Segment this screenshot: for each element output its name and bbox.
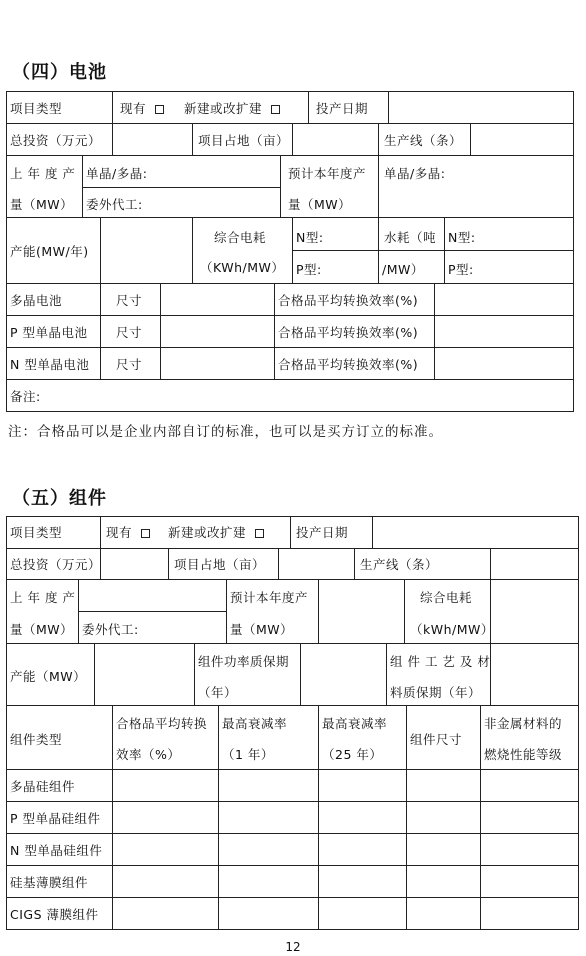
- production-date-label: 投产日期: [316, 101, 369, 116]
- page-number: 12: [285, 940, 301, 954]
- total-investment-label: 总投资（万元）: [10, 557, 102, 572]
- existing-checkbox[interactable]: [155, 105, 164, 114]
- total-investment-field[interactable]: [114, 125, 190, 153]
- water-consumption-label: 水耗（吨: [384, 230, 437, 245]
- section5-title: （五）组件: [12, 488, 107, 509]
- new-or-expand-checkbox[interactable]: [271, 105, 280, 114]
- size-label: 尺寸: [116, 357, 143, 372]
- water-n-type-label: N型:: [448, 230, 476, 245]
- capacity-field[interactable]: [96, 645, 192, 703]
- capacity-label: 产能（MW）: [10, 669, 87, 684]
- production-lines-label: 生产线（条）: [360, 557, 439, 572]
- mono-multi-label: 单晶/多晶:: [86, 166, 148, 181]
- col-efficiency: 合格品平均转换: [116, 716, 208, 731]
- power-consumption-label: 综合电耗: [214, 230, 267, 245]
- new-or-expand-label: 新建或改扩建: [184, 101, 263, 116]
- outsourced-label: 委外代工:: [82, 622, 139, 637]
- water-p-type-label: P型:: [448, 262, 474, 277]
- power-consumption-label: 综合电耗: [420, 590, 473, 605]
- land-area-field[interactable]: [280, 550, 352, 577]
- n-type-label: N型:: [296, 230, 324, 245]
- existing-label: 现有: [120, 101, 147, 116]
- forecast-mono-multi-label: 单晶/多晶:: [384, 166, 446, 181]
- existing-checkbox[interactable]: [141, 529, 150, 538]
- table-row-label: N 型单晶硅组件: [10, 843, 103, 858]
- table-row-label: P 型单晶硅组件: [10, 811, 101, 826]
- table-row-label: CIGS 薄膜组件: [10, 907, 99, 922]
- forecast-output-label: 预计本年度产: [288, 166, 367, 181]
- size-label: 尺寸: [116, 325, 143, 340]
- total-investment-field[interactable]: [102, 550, 166, 577]
- project-type-label: 项目类型: [10, 525, 63, 540]
- capacity-label: 产能(MW/年): [10, 244, 89, 259]
- table-row-label: 多晶硅组件: [10, 779, 76, 794]
- project-type-label: 项目类型: [10, 101, 63, 116]
- col-decay-1yr: 最高衰减率: [222, 716, 288, 731]
- new-or-expand-checkbox[interactable]: [255, 529, 264, 538]
- size-field[interactable]: [162, 285, 272, 313]
- efficiency-field[interactable]: [436, 317, 572, 345]
- land-area-label: 项目占地（亩）: [174, 557, 266, 572]
- table-row-label: 多晶电池: [10, 293, 63, 308]
- production-date-field[interactable]: [390, 93, 572, 121]
- size-field[interactable]: [162, 317, 272, 345]
- existing-label: 现有: [106, 525, 133, 540]
- table-row-label: P 型单晶电池: [10, 325, 88, 340]
- efficiency-field[interactable]: [436, 285, 572, 313]
- land-area-label: 项目占地（亩）: [198, 133, 290, 148]
- remarks-field[interactable]: [50, 381, 570, 409]
- power-warranty-field[interactable]: [302, 645, 384, 703]
- production-date-label: 投产日期: [296, 525, 349, 540]
- col-fire-rating: 非金属材料的: [484, 716, 563, 731]
- efficiency-label: 合格品平均转换效率(%): [278, 293, 419, 308]
- remarks-label: 备注:: [10, 389, 41, 404]
- production-date-field[interactable]: [374, 518, 576, 546]
- material-warranty-field[interactable]: [492, 645, 576, 703]
- size-field[interactable]: [162, 349, 272, 377]
- table-row-label: N 型单晶电池: [10, 357, 90, 372]
- last-year-output-label: 上 年 度 产: [10, 590, 76, 605]
- production-lines-label: 生产线（条）: [384, 133, 463, 148]
- last-year-output-label: 上 年 度 产: [10, 166, 76, 181]
- total-investment-label: 总投资（万元）: [10, 133, 102, 148]
- material-warranty-label: 组 件 工 艺 及 材: [390, 654, 491, 669]
- new-or-expand-label: 新建或改扩建: [168, 525, 247, 540]
- p-type-label: P型:: [296, 262, 322, 277]
- size-label: 尺寸: [116, 293, 143, 308]
- power-warranty-label: 组件功率质保期: [198, 654, 290, 669]
- table-row-label: 硅基薄膜组件: [10, 875, 89, 890]
- note-text: 注：合格品可以是企业内部自订的标准，也可以是买方订立的标准。: [8, 424, 443, 440]
- land-area-field[interactable]: [294, 125, 376, 153]
- outsourced-label: 委外代工:: [86, 197, 143, 212]
- col-module-size: 组件尺寸: [410, 732, 463, 747]
- col-decay-25yr: 最高衰减率: [322, 716, 388, 731]
- production-lines-field[interactable]: [492, 550, 576, 577]
- forecast-output-label: 预计本年度产: [230, 590, 309, 605]
- efficiency-label: 合格品平均转换效率(%): [278, 357, 419, 372]
- capacity-field[interactable]: [102, 219, 190, 281]
- col-module-type: 组件类型: [10, 732, 63, 747]
- section4-title: （四）电池: [12, 62, 107, 83]
- efficiency-field[interactable]: [436, 349, 572, 377]
- efficiency-label: 合格品平均转换效率(%): [278, 325, 419, 340]
- production-lines-field[interactable]: [472, 125, 572, 153]
